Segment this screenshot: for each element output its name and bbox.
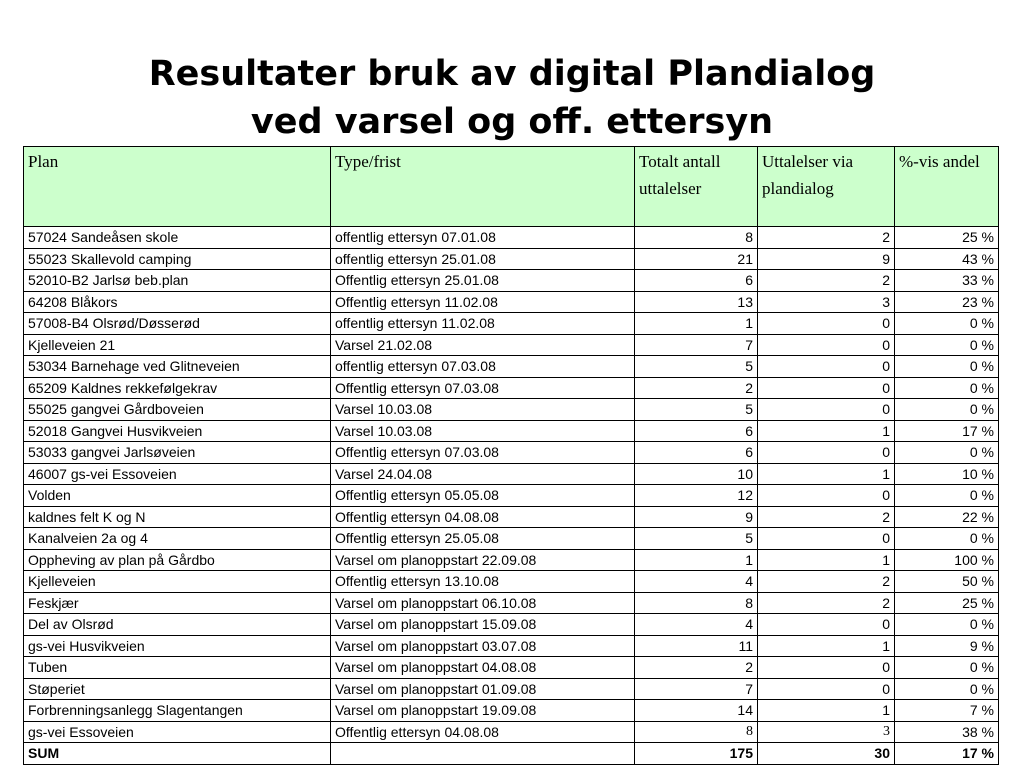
cell-plan: Forbrenningsanlegg Slagentangen: [24, 700, 331, 722]
cell-via: 0: [758, 678, 895, 700]
cell-via: 0: [758, 334, 895, 356]
cell-plan: 57008-B4 Olsrød/Døsserød: [24, 313, 331, 335]
table-row: [24, 678, 999, 700]
cell-total: 14: [635, 700, 758, 722]
cell-total: 4: [635, 571, 758, 593]
cell-type: Varsel om planoppstart 22.09.08: [331, 549, 635, 571]
cell-type: Varsel 21.02.08: [331, 334, 635, 356]
table-row: [24, 270, 999, 292]
cell-share: 0 %: [895, 313, 999, 335]
cell-share: 10 %: [895, 463, 999, 485]
cell-type: Offentlig ettersyn 04.08.08: [331, 721, 635, 743]
sum-row: [24, 743, 999, 765]
cell-share: 0 %: [895, 334, 999, 356]
cell-plan: 53033 gangvei Jarlsøveien: [24, 442, 331, 464]
cell-via: 1: [758, 700, 895, 722]
cell-plan: 55023 Skallevold camping: [24, 248, 331, 270]
cell-total: 8: [635, 592, 758, 614]
cell-type: offentlig ettersyn 25.01.08: [331, 248, 635, 270]
title-line-2: ved varsel og off. ettersyn: [250, 102, 774, 142]
table-row: [24, 700, 999, 722]
cell-plan: gs-vei Essoveien: [24, 721, 331, 743]
cell-total: 11: [635, 635, 758, 657]
table-body: [24, 227, 999, 765]
cell-share: 33 %: [895, 270, 999, 292]
cell-type: Offentlig ettersyn 25.01.08: [331, 270, 635, 292]
cell-total: 5: [635, 356, 758, 378]
cell-total: 8: [635, 227, 758, 249]
sum-label: SUM: [24, 743, 331, 765]
cell-type: Offentlig ettersyn 11.02.08: [331, 291, 635, 313]
cell-plan: kaldnes felt K og N: [24, 506, 331, 528]
cell-plan: Støperiet: [24, 678, 331, 700]
cell-via: 1: [758, 463, 895, 485]
cell-type: Varsel om planoppstart 06.10.08: [331, 592, 635, 614]
cell-total: 6: [635, 442, 758, 464]
cell-share: 50 %: [895, 571, 999, 593]
cell-plan: Kanalveien 2a og 4: [24, 528, 331, 550]
cell-via: 0: [758, 614, 895, 636]
cell-via: 0: [758, 399, 895, 421]
cell-via: 2: [758, 270, 895, 292]
table-row: [24, 291, 999, 313]
cell-via: 0: [758, 528, 895, 550]
cell-share: 0 %: [895, 399, 999, 421]
cell-plan: 46007 gs-vei Essoveien: [24, 463, 331, 485]
cell-total: 12: [635, 485, 758, 507]
cell-type: Varsel om planoppstart 15.09.08: [331, 614, 635, 636]
cell-plan: 52010-B2 Jarlsø beb.plan: [24, 270, 331, 292]
cell-share: 25 %: [895, 592, 999, 614]
table-row: [24, 635, 999, 657]
cell-via: 9: [758, 248, 895, 270]
cell-share: 0 %: [895, 485, 999, 507]
cell-type: offentlig ettersyn 07.01.08: [331, 227, 635, 249]
cell-plan: 52018 Gangvei Husvikveien: [24, 420, 331, 442]
cell-share: 0 %: [895, 678, 999, 700]
table-row: [24, 571, 999, 593]
cell-plan: Volden: [24, 485, 331, 507]
header-row: [24, 147, 999, 227]
cell-plan: gs-vei Husvikveien: [24, 635, 331, 657]
cell-share: 0 %: [895, 442, 999, 464]
table-row: [24, 313, 999, 335]
cell-via: 3: [758, 291, 895, 313]
cell-total: 8: [635, 721, 758, 743]
header-total: Totalt antall uttalelser: [635, 147, 758, 227]
cell-plan: Feskjær: [24, 592, 331, 614]
cell-type: Offentlig ettersyn 25.05.08: [331, 528, 635, 550]
cell-total: 6: [635, 270, 758, 292]
cell-via: 2: [758, 506, 895, 528]
cell-via: 3: [758, 721, 895, 743]
cell-share: 7 %: [895, 700, 999, 722]
cell-share: 0 %: [895, 657, 999, 679]
table-row: [24, 485, 999, 507]
cell-share: 0 %: [895, 528, 999, 550]
cell-plan: Tuben: [24, 657, 331, 679]
results-table: [23, 146, 999, 765]
cell-total: 10: [635, 463, 758, 485]
table-row: [24, 592, 999, 614]
cell-type: Varsel om planoppstart 01.09.08: [331, 678, 635, 700]
cell-type: Varsel 24.04.08: [331, 463, 635, 485]
table-row: [24, 506, 999, 528]
cell-total: 9: [635, 506, 758, 528]
sum-type: [331, 743, 635, 765]
table-row: [24, 614, 999, 636]
table-row: [24, 442, 999, 464]
cell-total: 1: [635, 549, 758, 571]
cell-via: 1: [758, 549, 895, 571]
cell-type: Offentlig ettersyn 07.03.08: [331, 377, 635, 399]
cell-share: 0 %: [895, 377, 999, 399]
table-row: [24, 377, 999, 399]
cell-plan: 55025 gangvei Gårdboveien: [24, 399, 331, 421]
cell-total: 13: [635, 291, 758, 313]
cell-share: 100 %: [895, 549, 999, 571]
cell-share: 17 %: [895, 420, 999, 442]
cell-via: 0: [758, 485, 895, 507]
cell-type: Offentlig ettersyn 13.10.08: [331, 571, 635, 593]
cell-total: 5: [635, 528, 758, 550]
cell-plan: Del av Olsrød: [24, 614, 331, 636]
table-row: [24, 463, 999, 485]
table-row: [24, 399, 999, 421]
cell-total: 2: [635, 377, 758, 399]
cell-total: 5: [635, 399, 758, 421]
cell-via: 2: [758, 227, 895, 249]
sum-total: 175: [635, 743, 758, 765]
cell-type: Offentlig ettersyn 07.03.08: [331, 442, 635, 464]
title-line-1: Resultater bruk av digital Plandialog: [148, 54, 876, 94]
table-row: [24, 334, 999, 356]
cell-via: 0: [758, 356, 895, 378]
cell-type: Offentlig ettersyn 04.08.08: [331, 506, 635, 528]
table-row: [24, 657, 999, 679]
cell-total: 1: [635, 313, 758, 335]
cell-share: 25 %: [895, 227, 999, 249]
cell-plan: 57024 Sandeåsen skole: [24, 227, 331, 249]
cell-type: offentlig ettersyn 07.03.08: [331, 356, 635, 378]
cell-type: Offentlig ettersyn 05.05.08: [331, 485, 635, 507]
cell-total: 2: [635, 657, 758, 679]
cell-type: Varsel om planoppstart 03.07.08: [331, 635, 635, 657]
cell-via: 1: [758, 635, 895, 657]
table-row: [24, 420, 999, 442]
cell-total: 7: [635, 678, 758, 700]
cell-share: 43 %: [895, 248, 999, 270]
sum-via: 30: [758, 743, 895, 765]
cell-plan: Oppheving av plan på Gårdbo: [24, 549, 331, 571]
table-row: [24, 549, 999, 571]
table-row: [24, 528, 999, 550]
cell-total: 6: [635, 420, 758, 442]
header-via-plandialog: Uttalelser via plandialog: [758, 147, 895, 227]
page-title: [0, 50, 1024, 146]
cell-plan: 64208 Blåkors: [24, 291, 331, 313]
cell-type: Varsel om planoppstart 19.09.08: [331, 700, 635, 722]
cell-via: 1: [758, 420, 895, 442]
cell-via: 0: [758, 377, 895, 399]
cell-via: 2: [758, 592, 895, 614]
cell-plan: 53034 Barnehage ved Glitneveien: [24, 356, 331, 378]
header-plan: Plan: [24, 147, 331, 227]
cell-share: 9 %: [895, 635, 999, 657]
cell-total: 21: [635, 248, 758, 270]
header-share: %-vis andel: [895, 147, 999, 227]
cell-plan: 65209 Kaldnes rekkefølgekrav: [24, 377, 331, 399]
cell-share: 38 %: [895, 721, 999, 743]
cell-type: Varsel om planoppstart 04.08.08: [331, 657, 635, 679]
cell-share: 0 %: [895, 614, 999, 636]
cell-type: Varsel 10.03.08: [331, 399, 635, 421]
table-row: [24, 356, 999, 378]
cell-share: 23 %: [895, 291, 999, 313]
cell-share: 22 %: [895, 506, 999, 528]
cell-plan: Kjelleveien: [24, 571, 331, 593]
cell-via: 0: [758, 442, 895, 464]
table-row: [24, 227, 999, 249]
cell-via: 0: [758, 313, 895, 335]
table-row: [24, 248, 999, 270]
sum-share: 17 %: [895, 743, 999, 765]
cell-share: 0 %: [895, 356, 999, 378]
table-row: [24, 721, 999, 743]
header-type: Type/frist: [331, 147, 635, 227]
cell-via: 2: [758, 571, 895, 593]
cell-total: 4: [635, 614, 758, 636]
cell-via: 0: [758, 657, 895, 679]
cell-plan: Kjelleveien 21: [24, 334, 331, 356]
cell-total: 7: [635, 334, 758, 356]
cell-type: Varsel 10.03.08: [331, 420, 635, 442]
cell-type: offentlig ettersyn 11.02.08: [331, 313, 635, 335]
